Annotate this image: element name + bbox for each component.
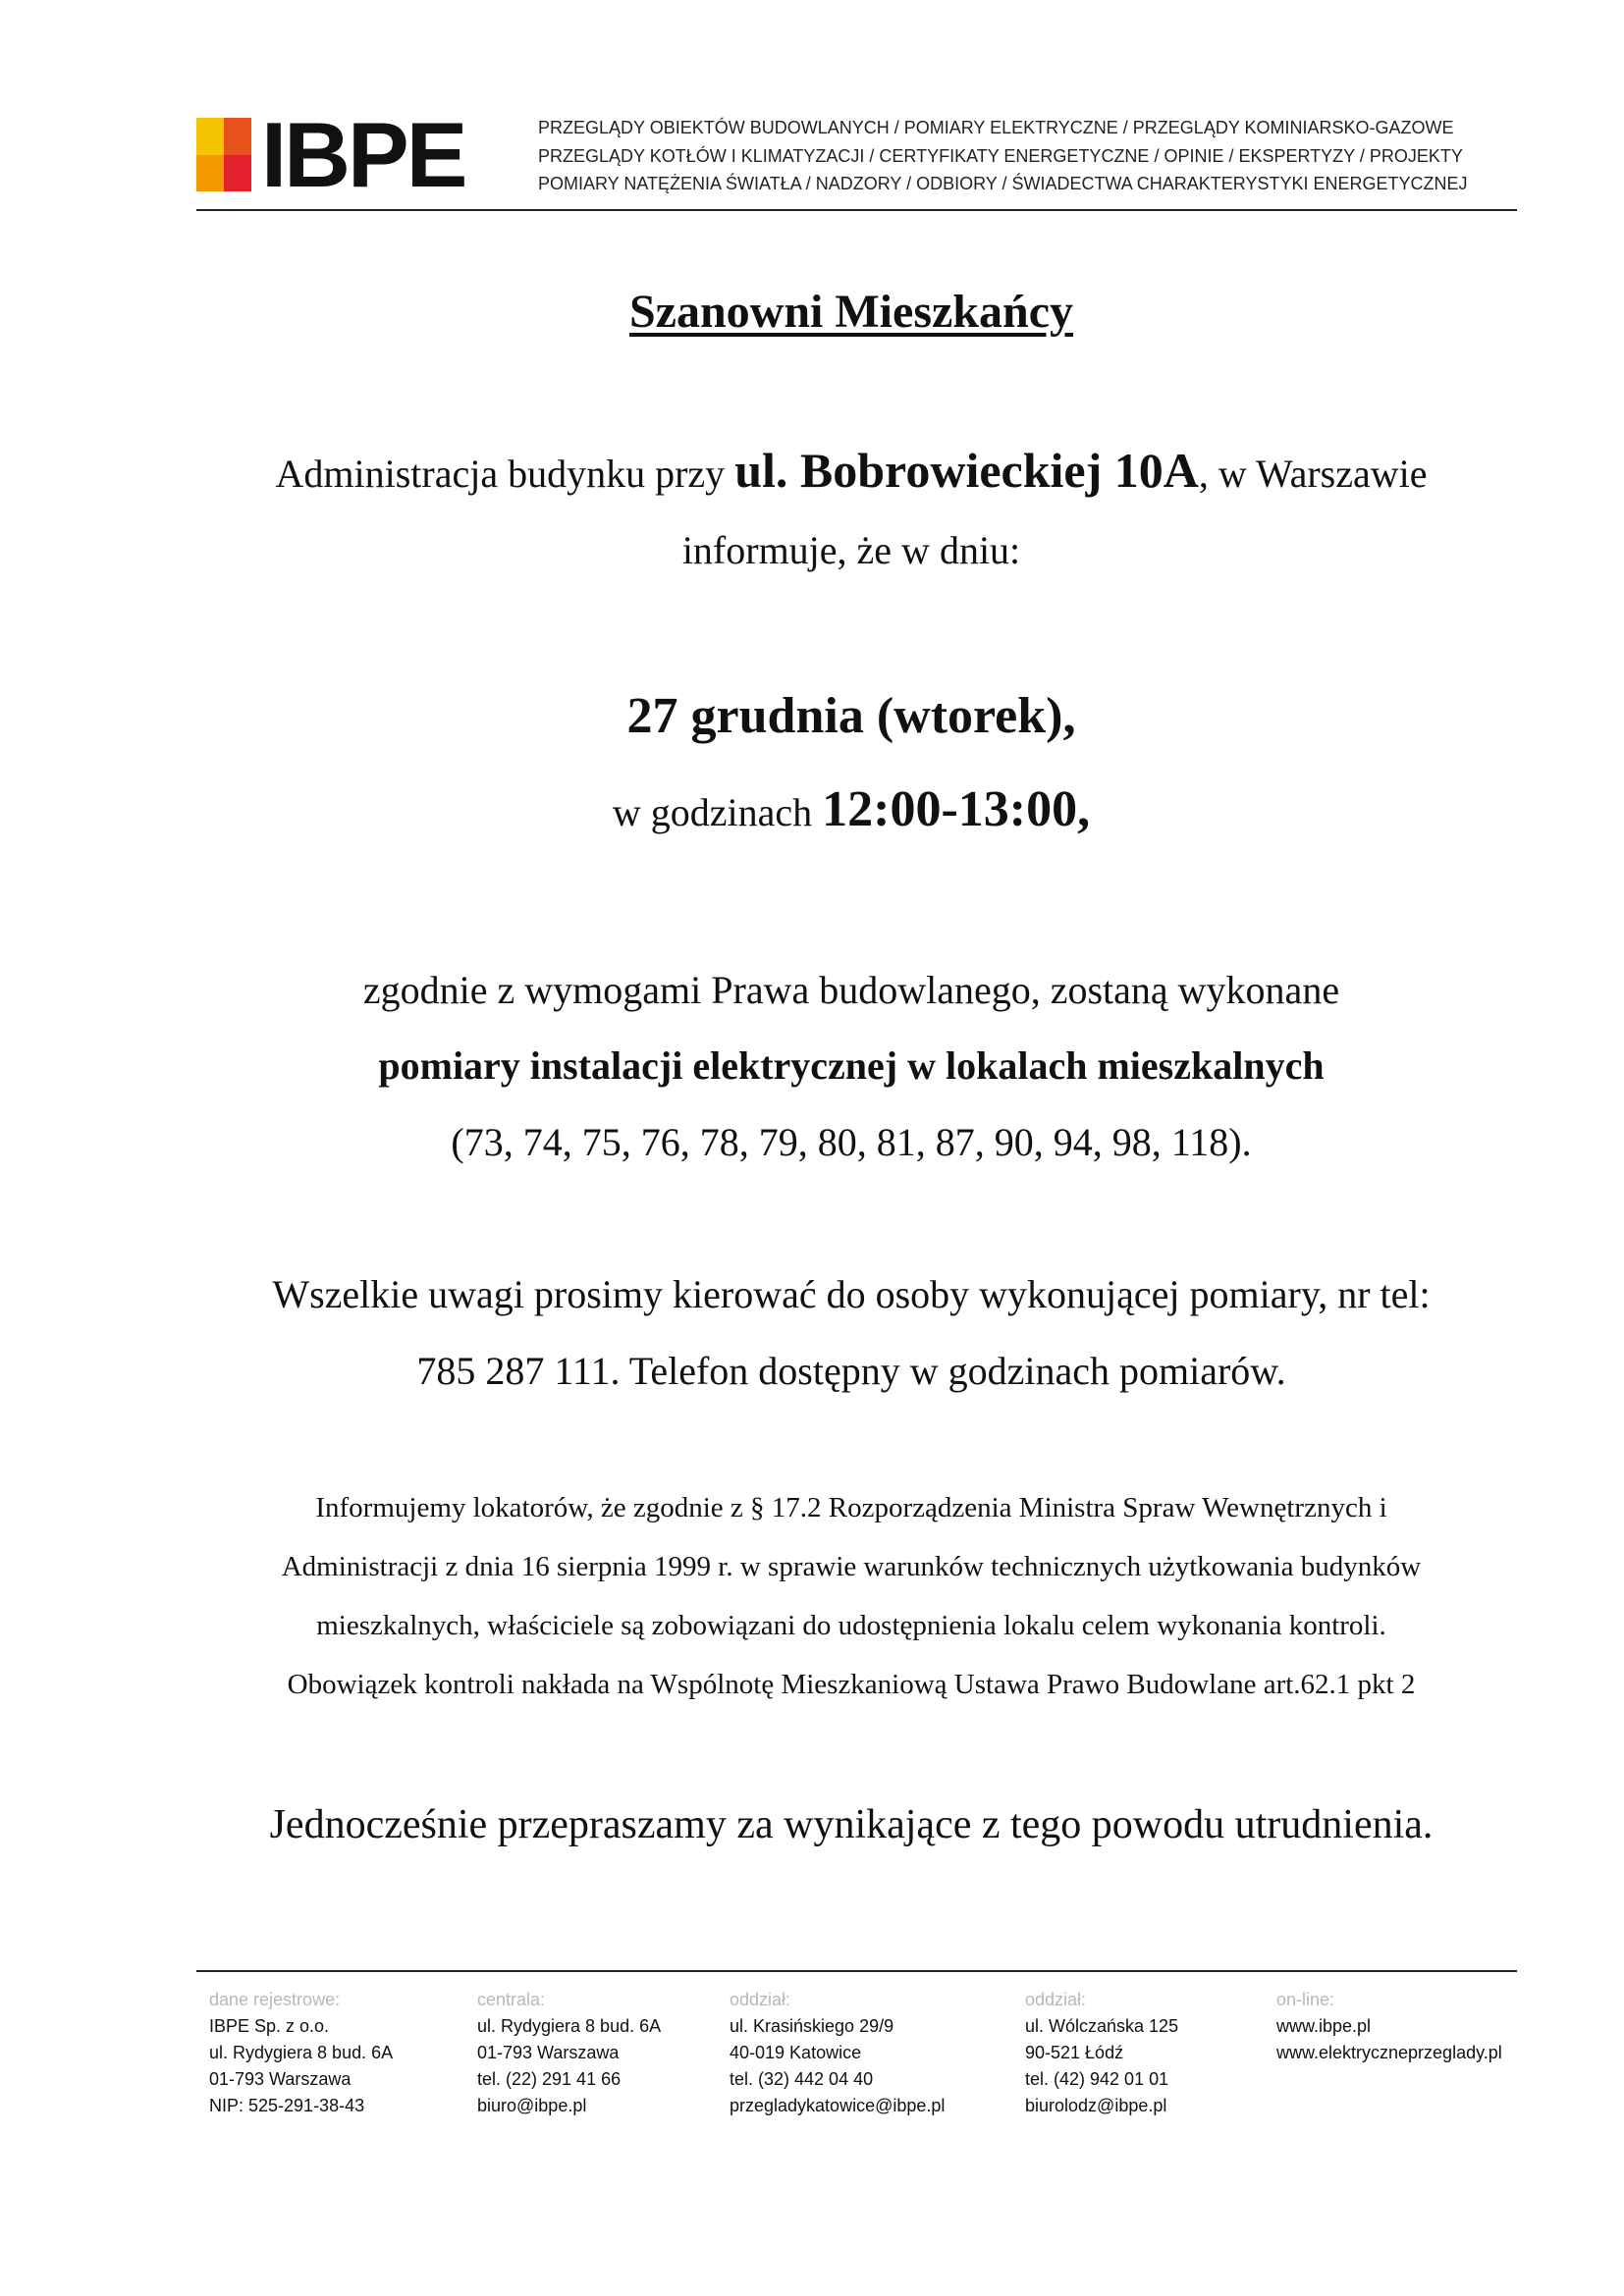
services-list xyxy=(538,114,1520,198)
footer-line: 90-521 Łódź xyxy=(1025,2043,1124,2062)
footer-line: tel. (42) 942 01 01 xyxy=(1025,2069,1169,2089)
footer-line: tel. (22) 291 41 66 xyxy=(477,2069,622,2089)
footer-line: ul. Krasińskiego 29/9 xyxy=(730,2016,894,2036)
footer-line: 01-793 Warszawa xyxy=(477,2043,620,2062)
footer-line: ul. Wólczańska 125 xyxy=(1025,2016,1179,2036)
law-line: zgodnie z wymogami Prawa budowlanego, zostaną wykonane xyxy=(362,968,1340,1012)
header-divider xyxy=(196,209,1517,211)
building-address: ul. Bobrowieckiej 10A xyxy=(734,443,1199,498)
notice-title: Szanowni Mieszkańcy xyxy=(628,286,1073,338)
services-line: PRZEGLĄDY KOTŁÓW I KLIMATYZACJI / CERTYFIKATY ENERGETYCZNE / OPINIE / EKSPERTYZY / PROJEKTY xyxy=(538,145,1463,166)
contact-line: Wszelkie uwagi prosimy kierować do osoby wykonującej pomiary, nr tel: xyxy=(272,1272,1431,1316)
footer-heading: oddział: xyxy=(1025,1990,1087,2009)
logo-text: IBPE xyxy=(261,103,465,206)
footer-line: tel. (32) 442 04 40 xyxy=(730,2069,874,2089)
footer-line: ul. Rydygiera 8 bud. 6A xyxy=(477,2016,662,2036)
footer-line: NIP: 525-291-38-43 xyxy=(209,2096,365,2115)
footer-line: IBPE Sp. z o.o. xyxy=(209,2016,330,2036)
footer-col-online xyxy=(1276,1987,1502,2066)
footer-heading: oddział: xyxy=(730,1990,791,2009)
footer-heading: centrala: xyxy=(477,1990,546,2009)
footer-heading: dane rejestrowe: xyxy=(209,1990,341,2009)
footer-link[interactable]: www.elektryczneprzeglady.pl xyxy=(1276,2043,1502,2062)
services-line: POMIARY NATĘŻENIA ŚWIATŁA / NADZORY / ODBIORY / ŚWIADECTWA CHARAKTERYSTYKI ENERGETYCZNEJ xyxy=(538,174,1468,193)
footer-line: ul. Rydygiera 8 bud. 6A xyxy=(209,2043,394,2062)
hours-value: 12:00-13:00, xyxy=(822,781,1091,837)
footer-line[interactable]: biurolodz@ibpe.pl xyxy=(1025,2096,1167,2115)
building-city: , w Warszawie xyxy=(1198,452,1428,496)
building-intro: Administracja budynku przy xyxy=(275,452,735,496)
footer-col-lodz xyxy=(1025,1987,1178,2119)
apartment-numbers: (73, 74, 75, 76, 78, 79, 80, 81, 87, 90, 94, 98, 118). xyxy=(451,1120,1252,1164)
hours-label: w godzinach xyxy=(612,790,823,834)
logo-square-yellow xyxy=(196,118,224,155)
footer-col-katowice xyxy=(730,1987,945,2119)
inform-line: informuje, że w dniu: xyxy=(681,528,1021,572)
company-logo xyxy=(196,103,511,206)
legal-note-line: Obowiązek kontroli nakłada na Wspólnotę Mieszkaniową Ustawa Prawo Budowlane art.62.1 pkt 2 xyxy=(287,1669,1416,1700)
footer-link[interactable]: www.ibpe.pl xyxy=(1276,2016,1372,2036)
hours-line xyxy=(157,780,1545,838)
services-line: PRZEGLĄDY OBIEKTÓW BUDOWLANYCH / POMIARY ELEKTRYCZNE / PRZEGLĄDY KOMINIARSKO-GAZOWE xyxy=(538,118,1454,137)
measurement-date: 27 grudnia (wtorek), xyxy=(626,688,1076,744)
footer-line[interactable]: przegladykatowice@ibpe.pl xyxy=(730,2096,946,2115)
legal-note-line: mieszkalnych, właściciele są zobowiązani do udostępnienia lokalu celem wykonania kontroli. xyxy=(316,1610,1386,1641)
footer-line[interactable]: biuro@ibpe.pl xyxy=(477,2096,587,2115)
building-line xyxy=(157,442,1545,499)
footer-line: 40-019 Katowice xyxy=(730,2043,862,2062)
logo-square-red xyxy=(224,155,251,191)
legal-note-line: Administracji z dnia 16 sierpnia 1999 r. w sprawie warunków technicznych użytkowania budynków xyxy=(281,1551,1422,1582)
logo-square-amber xyxy=(196,155,224,191)
footer-heading: on-line: xyxy=(1276,1990,1335,2009)
measurement-subject: pomiary instalacji elektrycznej w lokalach mieszkalnych xyxy=(378,1043,1325,1088)
footer-col-registration xyxy=(209,1987,393,2119)
logo-square-orange xyxy=(224,118,251,155)
apology-line: Jednocześnie przepraszamy za wynikające z tego powodu utrudnienia. xyxy=(269,1802,1434,1847)
footer-line: 01-793 Warszawa xyxy=(209,2069,352,2089)
contact-phone-line: 785 287 111. Telefon dostępny w godzinach pomiarów. xyxy=(416,1349,1286,1393)
footer-divider xyxy=(196,1970,1517,1972)
footer-col-headquarters xyxy=(477,1987,661,2119)
legal-note-line: Informujemy lokatorów, że zgodnie z § 17.2 Rozporządzenia Ministra Spraw Wewnętrznych i xyxy=(315,1492,1387,1523)
